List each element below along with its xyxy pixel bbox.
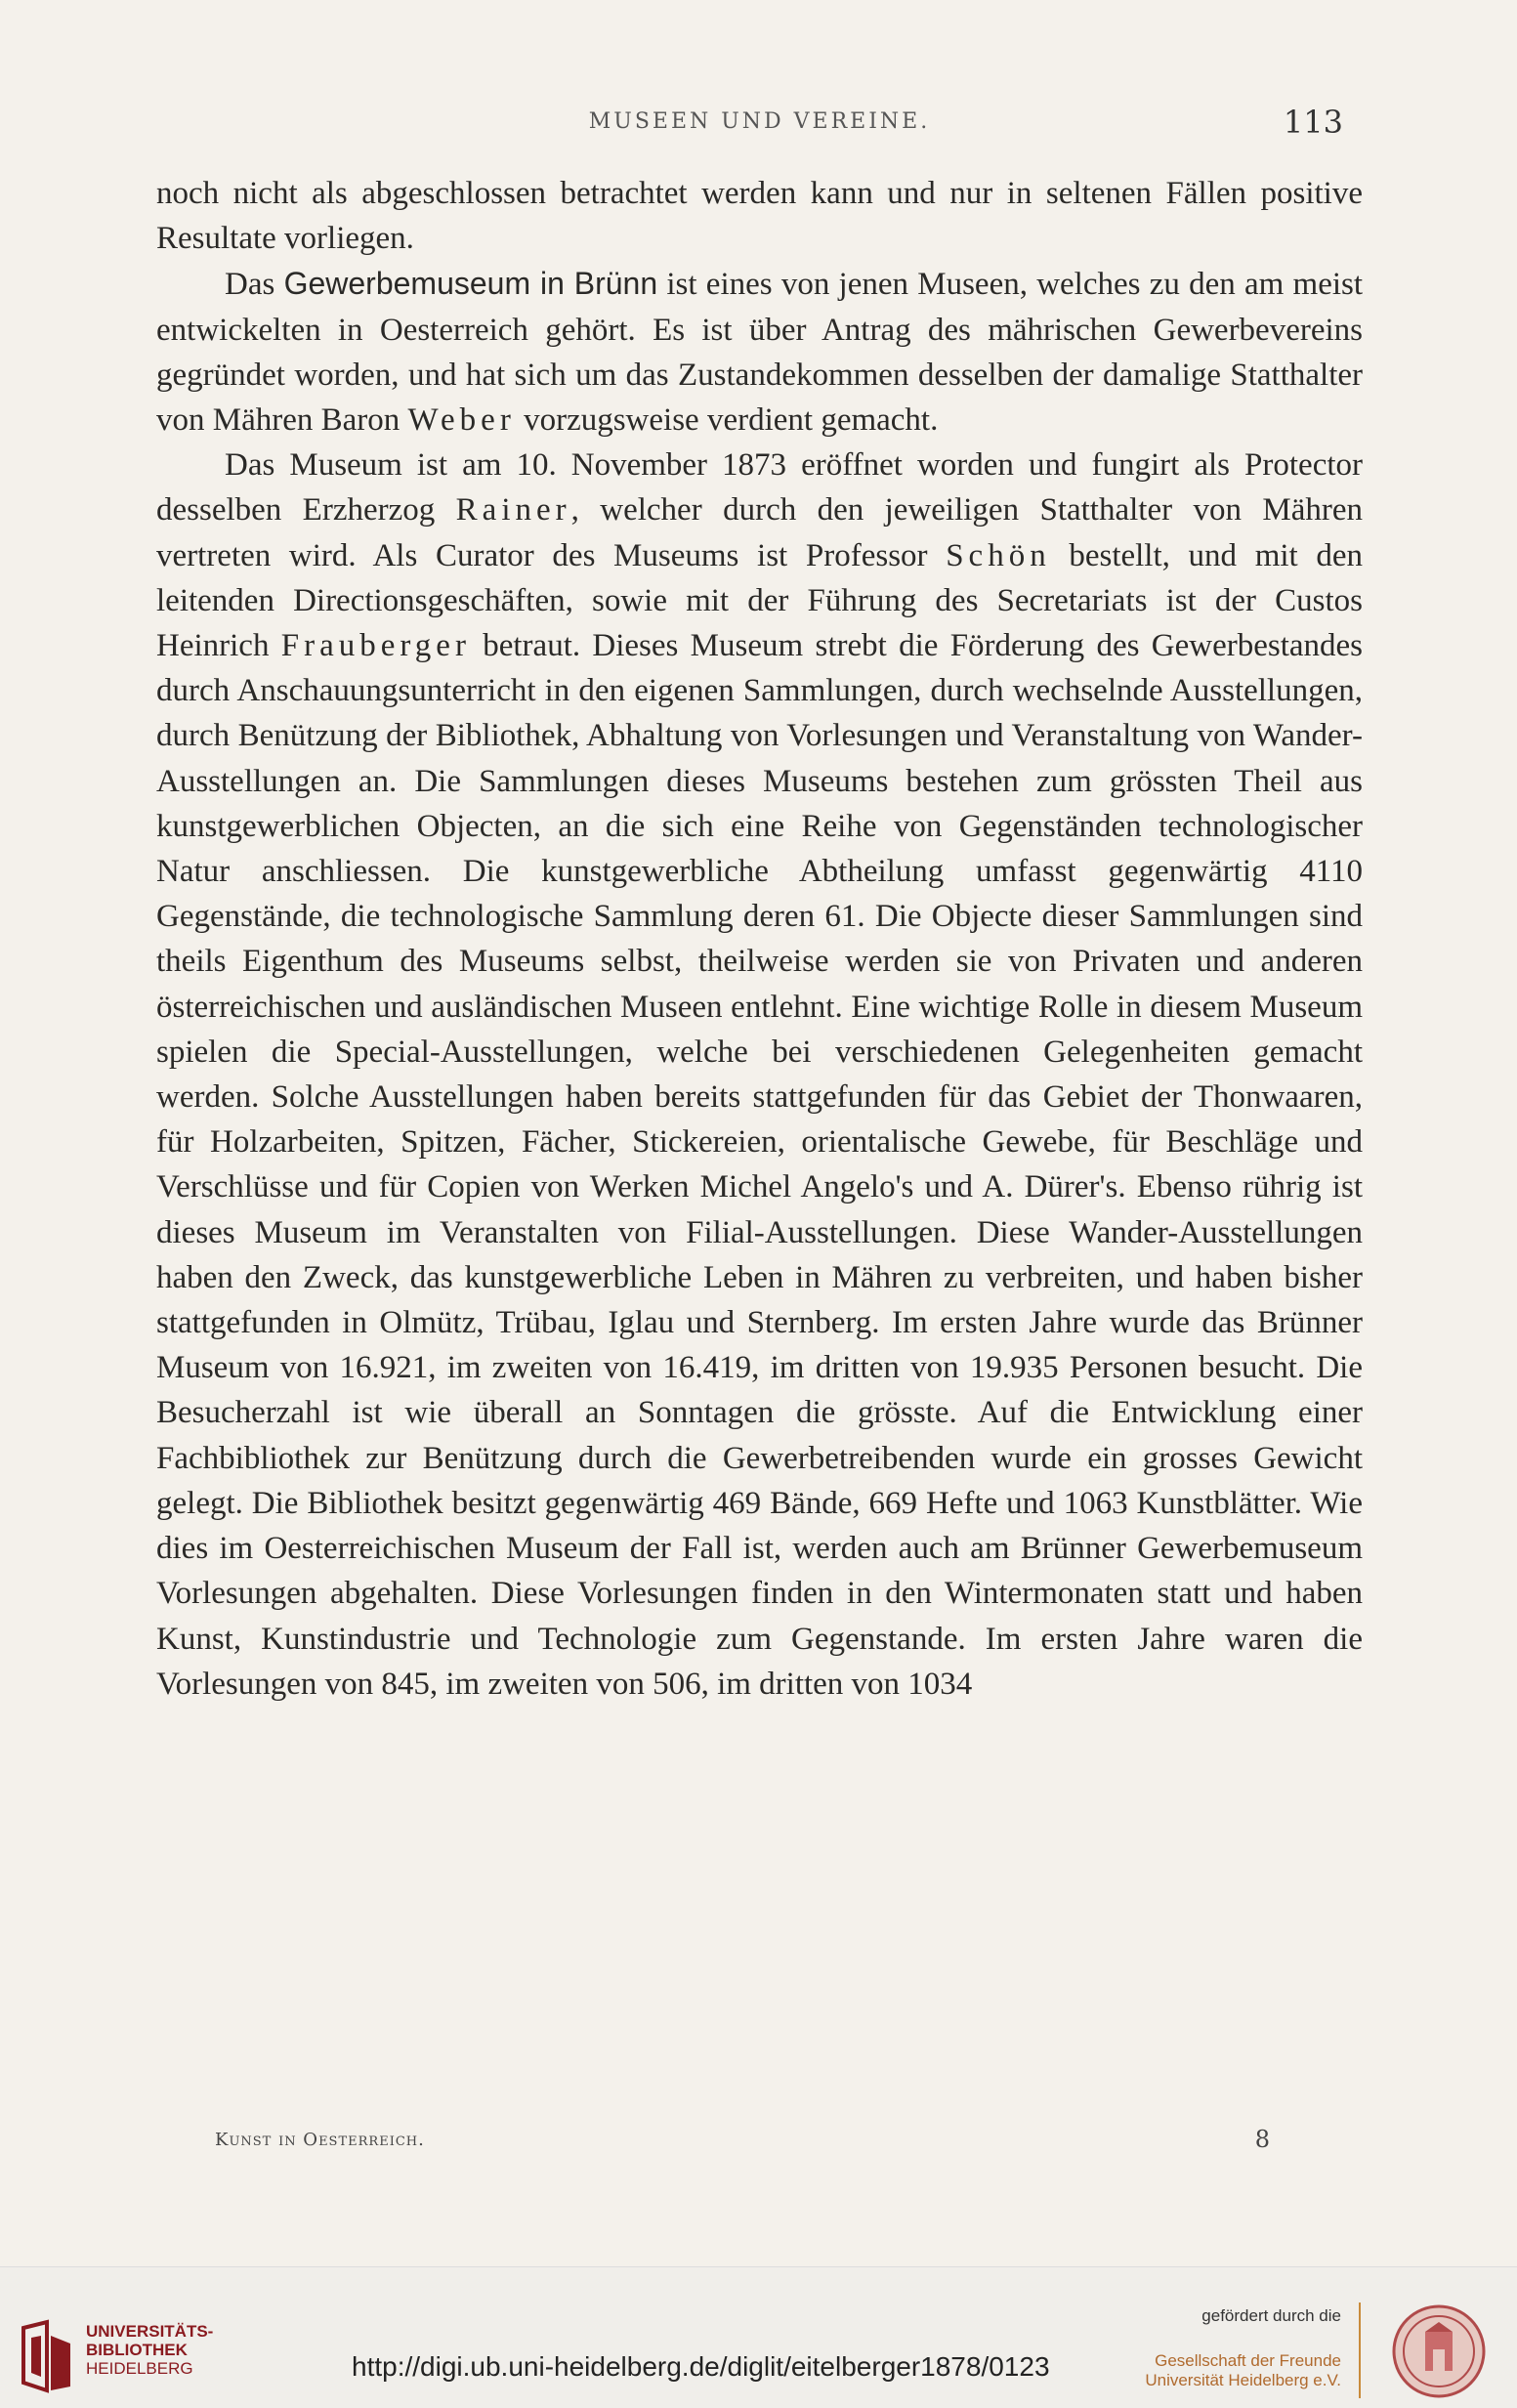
paragraph: [156, 443, 1363, 1707]
text-run: , welcher durch den jeweiligen Statthalter von Mähren vertreten wird. Als Curator des Museums ist Professor: [156, 492, 1363, 573]
funded-by-label: gefördert durch die: [1201, 2306, 1341, 2325]
permalink-url[interactable]: http://digi.ub.uni-heidelberg.de/diglit/eitelberger1878/0123: [352, 2351, 1050, 2382]
text-run: betraut. Dieses Museum strebt die Förderung des Gewerbestandes durch Anschauungsunterricht in den eigenen Sammlungen, durch wechselnde Ausstellungen, durch Benützung der Bibliothek, Abhaltung von Vorlesungen und Veranstaltung von Wander-Ausstellungen an. Die Sammlungen dieses Museums bestehen zum grössten Theil aus kunstgewerblichen Objecten, an die sich eine Reihe von Gegenständen technologischer Natur anschliessen. Die kunstgewerbliche Abtheilung umfasst gegenwärtig 4110 Gegenstände, die technologische Sammlung deren 61. Die Objecte dieser Sammlungen sind theils Eigenthum des Museums selbst, theilweise werden sie von Privaten und anderen österreichischen und ausländischen Museen entlehnt. Eine wichtige Rolle in diesem Museum spielen die Special-Ausstellungen, welche bei verschiedenen Gelegenheiten gemacht werden. Solche Ausstellungen haben bereits stattgefunden für das Gebiet der Thonwaaren, für Holzarbeiten, Spitzen, Fächer, Stickereien, orientalische Gewebe, für Beschläge und Verschlüsse und für Copien von Werken Michel Angelo's und A. Dürer's. Ebenso rührig ist dieses Museum im Veranstalten von Filial-Ausstellungen. Diese Wander-Ausstellungen haben den Zweck, das kunstgewerbliche Leben in Mähren zu verbreiten, und haben bisher stattgefunden in Olmütz, Trübau, Iglau und Sternberg. Im ersten Jahre wurde das Brünner Museum von 16.921, im zweiten von 16.419, im dritten von 19.935 Personen besucht. Die Besucherzahl ist wie überall an Sonntagen die grösste. Auf die Entwicklung einer Fachbibliothek zur Benützung durch die Gewerbetreibenden wurde ein grosses Gewicht gelegt. Die Bibliothek besitzt gegenwärtig 469 Bände, 669 Hefte und 1063 Kunstblätter. Wie dies im Oesterreichischen Museum der Fall ist, werden auch am Brünner Gewerbemuseum Vorlesungen abgehalten. Diese Vorlesungen finden in den Wintermonaten statt und haben Kunst, Kunstindustrie und Technologie zum Gegenstande. Im ersten Jahre waren die Vorlesungen von 845, im zweiten von 506, im dritten von 1034: [156, 628, 1364, 1702]
spaced-name: Weber: [407, 402, 516, 439]
text-run: bestellt, und mit den leitenden Directionsgeschäften, sowie mit der Führung des Secretariats ist der Custos Heinrich: [156, 537, 1363, 664]
text-run: Das Museum ist am 10. November 1873 eröffnet worden und fungirt als Protector desselben Erzherzog: [156, 447, 1363, 528]
text-run: Das: [225, 267, 284, 303]
funder-name-line: Gesellschaft der Freunde: [1155, 2351, 1341, 2370]
university-seal-icon[interactable]: [1390, 2302, 1488, 2400]
text-run: vorzugsweise verdient gemacht.: [515, 402, 939, 439]
emphasized-term: Gewerbemuseum in Brünn: [283, 266, 658, 302]
sheet-number: 8: [1254, 2126, 1270, 2153]
digitization-bar: [0, 2266, 1517, 2408]
library-name-line: BIBLIOTHEK: [86, 2341, 188, 2359]
page-number: 113: [1283, 104, 1343, 141]
spaced-name: Frauberger: [280, 628, 471, 664]
spaced-name: Rainer: [455, 492, 571, 528]
paragraph: [156, 171, 1363, 261]
text-run: ist eines von jenen Museen, welches zu den am meist entwickelten in Oesterreich gehört. Es ist über Antrag des mährischen Gewerbevereins gegründet worden, und hat sich um das Zustandekommen desselben der damalige Statthalter von Mähren Baron: [156, 267, 1364, 439]
funder-name-line: Universität Heidelberg e.V.: [1145, 2371, 1341, 2389]
ub-heidelberg-logo-icon[interactable]: [18, 2318, 76, 2396]
spaced-name: Schön: [946, 537, 1051, 573]
text-run: noch nicht als abgeschlossen betrachtet werden kann und nur in seltenen Fällen positive Resultate vorliegen.: [156, 176, 1363, 257]
library-name-line: UNIVERSITÄTS-: [86, 2322, 214, 2341]
funder-divider: [1359, 2302, 1361, 2398]
running-head: [156, 104, 1363, 148]
library-name[interactable]: [86, 2322, 213, 2378]
funder-block[interactable]: [1145, 2306, 1341, 2390]
library-name-line: HEIDELBERG: [86, 2359, 193, 2378]
body-text: [156, 171, 1363, 1707]
signature-mark: Kunst in Oesterreich.: [215, 2130, 425, 2150]
running-title: MUSEEN UND VEREINE.: [588, 109, 931, 134]
page-footer: [215, 2126, 1270, 2159]
paragraph: [156, 261, 1363, 443]
